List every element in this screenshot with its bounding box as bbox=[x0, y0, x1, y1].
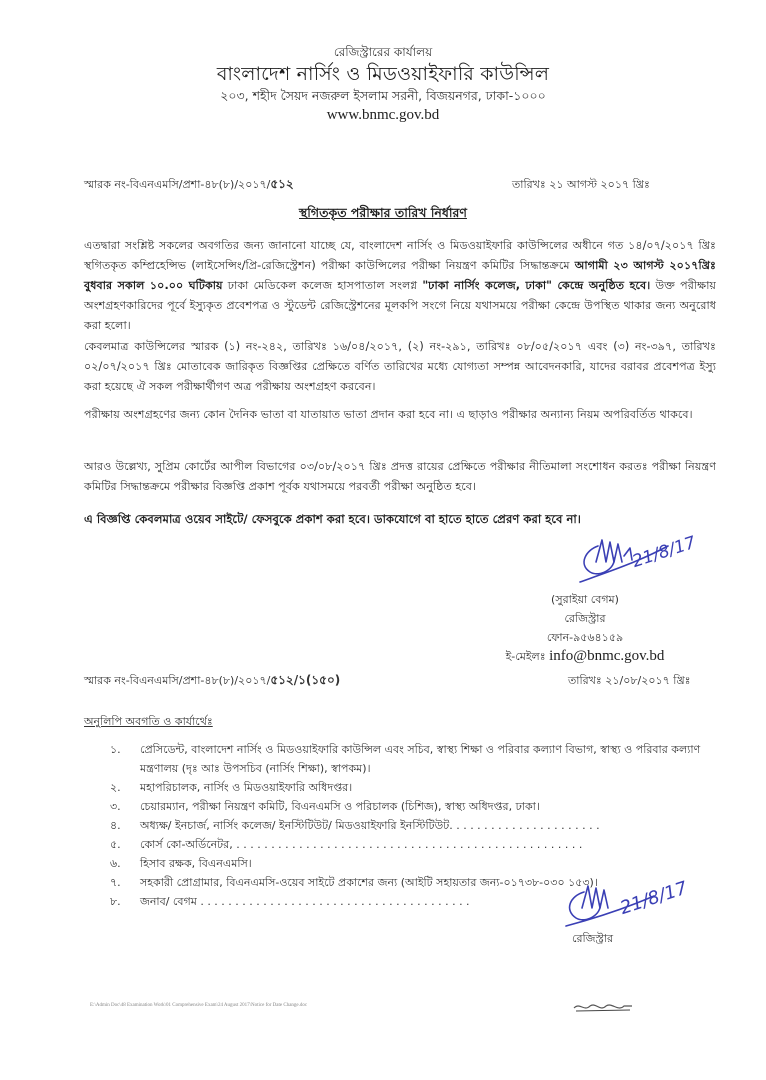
memo-reference-prefix: স্মারক নং-বিএনএমসি/প্রশা-৪৮(৮)/২০১৭/ bbox=[84, 178, 271, 191]
memo-date: তারিখঃ ২১ আগস্ট ২০১৭ খ্রিঃ bbox=[512, 178, 650, 191]
copy-memo-reference bbox=[84, 672, 340, 692]
list-item bbox=[100, 778, 720, 797]
para1-text-a: এতদ্বারা সংশ্লিষ্ট সকলের অবগতির জন্য জানানো যাচ্ছে যে, বাংলাদেশ নার্সিং ও মিডওয়াইফারি কাউন্সিলের অধীনে গত ১৪/০৭/২০১৭ খ্রিঃ স্থগিতকৃত কম্প্রিহেন্সিভ (লাইসেন্সিং/প্রি-রেজিস্ট্রেশন) পরীক্ষা কাউন্সিলের পরীক্ষা নিয়ন্ত্রণ কমিটির সিদ্ধান্তক্রমে bbox=[84, 239, 716, 272]
list-item bbox=[100, 816, 720, 835]
copy-signature-date: 21/8/17 bbox=[617, 877, 690, 919]
list-item bbox=[100, 835, 720, 854]
notice-publication-line: এ বিজ্ঞপ্তি কেবলমাত্র ওয়েব সাইটে/ ফেসবুকে প্রকাশ করা হবে। ডাকযোগে বা হাতে হাতে প্রেরণ করা হবে না। bbox=[84, 512, 581, 526]
initials-scribble bbox=[570, 1000, 640, 1014]
list-item-number: ৬. bbox=[110, 857, 121, 870]
para1-exam-venue: "ঢাকা নার্সিং কলেজ, ঢাকা" কেন্দ্রে অনুষ্ঠিত হবে। bbox=[422, 279, 651, 292]
list-item bbox=[100, 797, 720, 816]
list-item-number: ৫. bbox=[110, 838, 121, 851]
notice-subject: স্থগিতকৃত পরীক্ষার তারিখ নির্ধারণ bbox=[299, 205, 467, 220]
list-item-number: ৪. bbox=[110, 819, 121, 832]
para1-text-b: ঢাকা মেডিকেল কলেজ হাসপাতাল সংলগ্ন bbox=[227, 279, 418, 292]
signatory-email-row bbox=[470, 647, 700, 666]
paragraph-exam-schedule bbox=[84, 236, 716, 336]
cc-title: অনুলিপি অবগতি ও কার্যার্থেঃ bbox=[84, 715, 213, 728]
list-item-number: ২. bbox=[110, 781, 121, 794]
paragraph-court-order: আরও উল্লেখ্য, সুপ্রিম কোর্টের আপীল বিভাগের ০৩/০৮/২০১৭ খ্রিঃ প্রদত্ত রায়ের প্রেক্ষিতে পরীক্ষার নীতিমালা সংশোধন করতঃ পরীক্ষা নিয়ন্ত্রণ কমিটির সিদ্ধান্তক্রমে পরীক্ষার বিজ্ঞপ্তি প্রকাশ পূর্বক যথাসময়ে পরবর্তী পরীক্ষা অনুষ্ঠিত হবে। bbox=[84, 460, 716, 493]
council-name: বাংলাদেশ নার্সিং ও মিডওয়াইফারি কাউন্সিল bbox=[216, 63, 550, 85]
signatory-name: (সুরাইয়া বেগম) bbox=[551, 593, 619, 606]
email-label: ই-মেইলঃ bbox=[505, 650, 546, 663]
list-item-text: প্রেসিডেন্ট, বাংলাদেশ নার্সিং ও মিডওয়াইফারি কাউন্সিল এবং সচিব, স্বাস্থ্য শিক্ষা ও পরিবার কল্যাণ বিভাগ, স্বাস্থ্য ও পরিবার কল্যাণ মন্ত্রণালয় (দৃঃ আঃ উপসচিব (নার্সিং শিক্ষা), স্বাপকম)। bbox=[140, 743, 701, 775]
list-item-number: ১. bbox=[110, 743, 121, 756]
list-item-number: ৩. bbox=[110, 800, 121, 813]
list-item-text: জনাব/ বেগম . . . . . . . . . . . . . . . . . . . . . . . . . . . . . . . . . . . . . . . bbox=[140, 895, 470, 908]
office-title: রেজিস্ট্রারের কার্যালয় bbox=[333, 45, 433, 59]
paragraph-allowance: পরীক্ষায় অংশগ্রহণের জন্য কোন দৈনিক ভাতা বা যাতায়াত ভাতা প্রদান করা হবে না। এ ছাড়াও পরীক্ষার অন্যান্য নিয়ম অপরিবর্তিত থাকবে। bbox=[84, 408, 693, 421]
copy-memo-date: তারিখঃ ২১/০৮/২০১৭ খ্রিঃ bbox=[568, 674, 691, 687]
memo-reference-number: ৫১২ bbox=[270, 177, 294, 191]
list-item-text: সহকারী প্রোগ্রামার, বিএনএমসি-ওয়েব সাইটে প্রকাশের জন্য (আইটি সহায়তার জন্য-০১৭৩৮-০৩০ ১৫৩)। bbox=[140, 876, 598, 889]
list-item-text: অধ্যক্ষ/ ইনচার্জ, নার্সিং কলেজ/ ইনস্টিটিউট/ মিডওয়াইফারি ইনস্টিটিউট. . . . . . . . . . . . . . . . . . . . . . bbox=[140, 819, 600, 832]
council-address: ২০৩, শহীদ সৈয়দ নজরুল ইসলাম সরনী, বিজয়নগর, ঢাকা-১০০০ bbox=[220, 88, 546, 103]
paragraph-eligibility: কেবলমাত্র কাউন্সিলের স্মারক (১) নং-২৪২, তারিখঃ ১৬/০৪/২০১৭, (২) নং-২৯১, তারিখঃ ০৮/০৫/২০১৭ এবং (৩) নং-৩৯৭, তারিখঃ ০২/০৭/২০১৭ খ্রিঃ মোতাবেক জারিকৃত বিজ্ঞপ্তির প্রেক্ষিতে বর্ণিত তারিখের মধ্যে যোগ্যতা সম্পন্ন আবেদনকারি, যাদের বরাবর প্রবেশপত্র ইস্যু করা হয়েছে ঐ সকল পরীক্ষার্থীগণ অত্র পরীক্ষায় অংশগ্রহণ করবেন। bbox=[84, 340, 716, 393]
list-item bbox=[100, 740, 720, 778]
council-website: www.bnmc.gov.bd bbox=[326, 107, 440, 123]
copy-memo-reference-number: ৫১২/১(১৫০) bbox=[270, 673, 341, 687]
list-item-number: ৭. bbox=[110, 876, 121, 889]
signature-date: 21/8/17 bbox=[629, 532, 699, 572]
list-item-text: হিসাব রক্ষক, বিএনএমসি। bbox=[140, 857, 252, 870]
copy-signatory-title: রেজিস্ট্রার bbox=[572, 932, 614, 945]
list-item-text: মহাপরিচালক, নার্সিং ও মিডওয়াইফারি অধিদপ্তর। bbox=[140, 781, 353, 794]
para1-exam-date: আগামী ২৩ আগস্ট ২০১৭খ্রিঃ বুধবার সকাল ১০.০০ ঘটিকায় bbox=[84, 259, 716, 292]
list-item bbox=[100, 854, 720, 873]
memo-reference bbox=[84, 176, 294, 196]
list-item-text: কোর্স কো-অর্ডিনেটর, . . . . . . . . . . . . . . . . . . . . . . . . . . . . . . . . . . . . . . . . . . . . . . . . . . bbox=[140, 838, 583, 851]
signatory-title: রেজিস্ট্রার bbox=[564, 612, 606, 625]
copy-memo-reference-prefix: স্মারক নং-বিএনএমসি/প্রশা-৪৮(৮)/২০১৭/ bbox=[84, 674, 271, 687]
signatory-email[interactable]: info@bnmc.gov.bd bbox=[549, 648, 665, 664]
list-item-number: ৮. bbox=[110, 895, 121, 908]
footer-file-path: E:\Admin Doc\48 Examination Work\01 Comprehensive Exam\24 August 2017\Notice for Date Change.doc bbox=[90, 1003, 308, 1008]
list-item-text: চেয়ারম্যান, পরীক্ষা নিয়ন্ত্রণ কমিটি, বিএনএমসি ও পরিচালক (চিশিজ), স্বাস্থ্য অধিদপ্তর, ঢাকা। bbox=[140, 800, 540, 813]
signatory-block bbox=[470, 590, 700, 666]
para1-text-c: উক্ত পরীক্ষায় অংশগ্রহণকারিদের পূর্বে ইস্যুকৃত প্রবেশপত্র ও স্টুডেন্ট রেজিস্ট্রেশনের মূলকপি সংগে নিয়ে যথাসময়ে পরীক্ষা কেন্দ্রে উপস্থিত থাকার জন্য অনুরোধ করা হলো। bbox=[84, 279, 717, 332]
signatory-phone: ফোন-৯৫৬৪১৫৯ bbox=[546, 631, 624, 644]
